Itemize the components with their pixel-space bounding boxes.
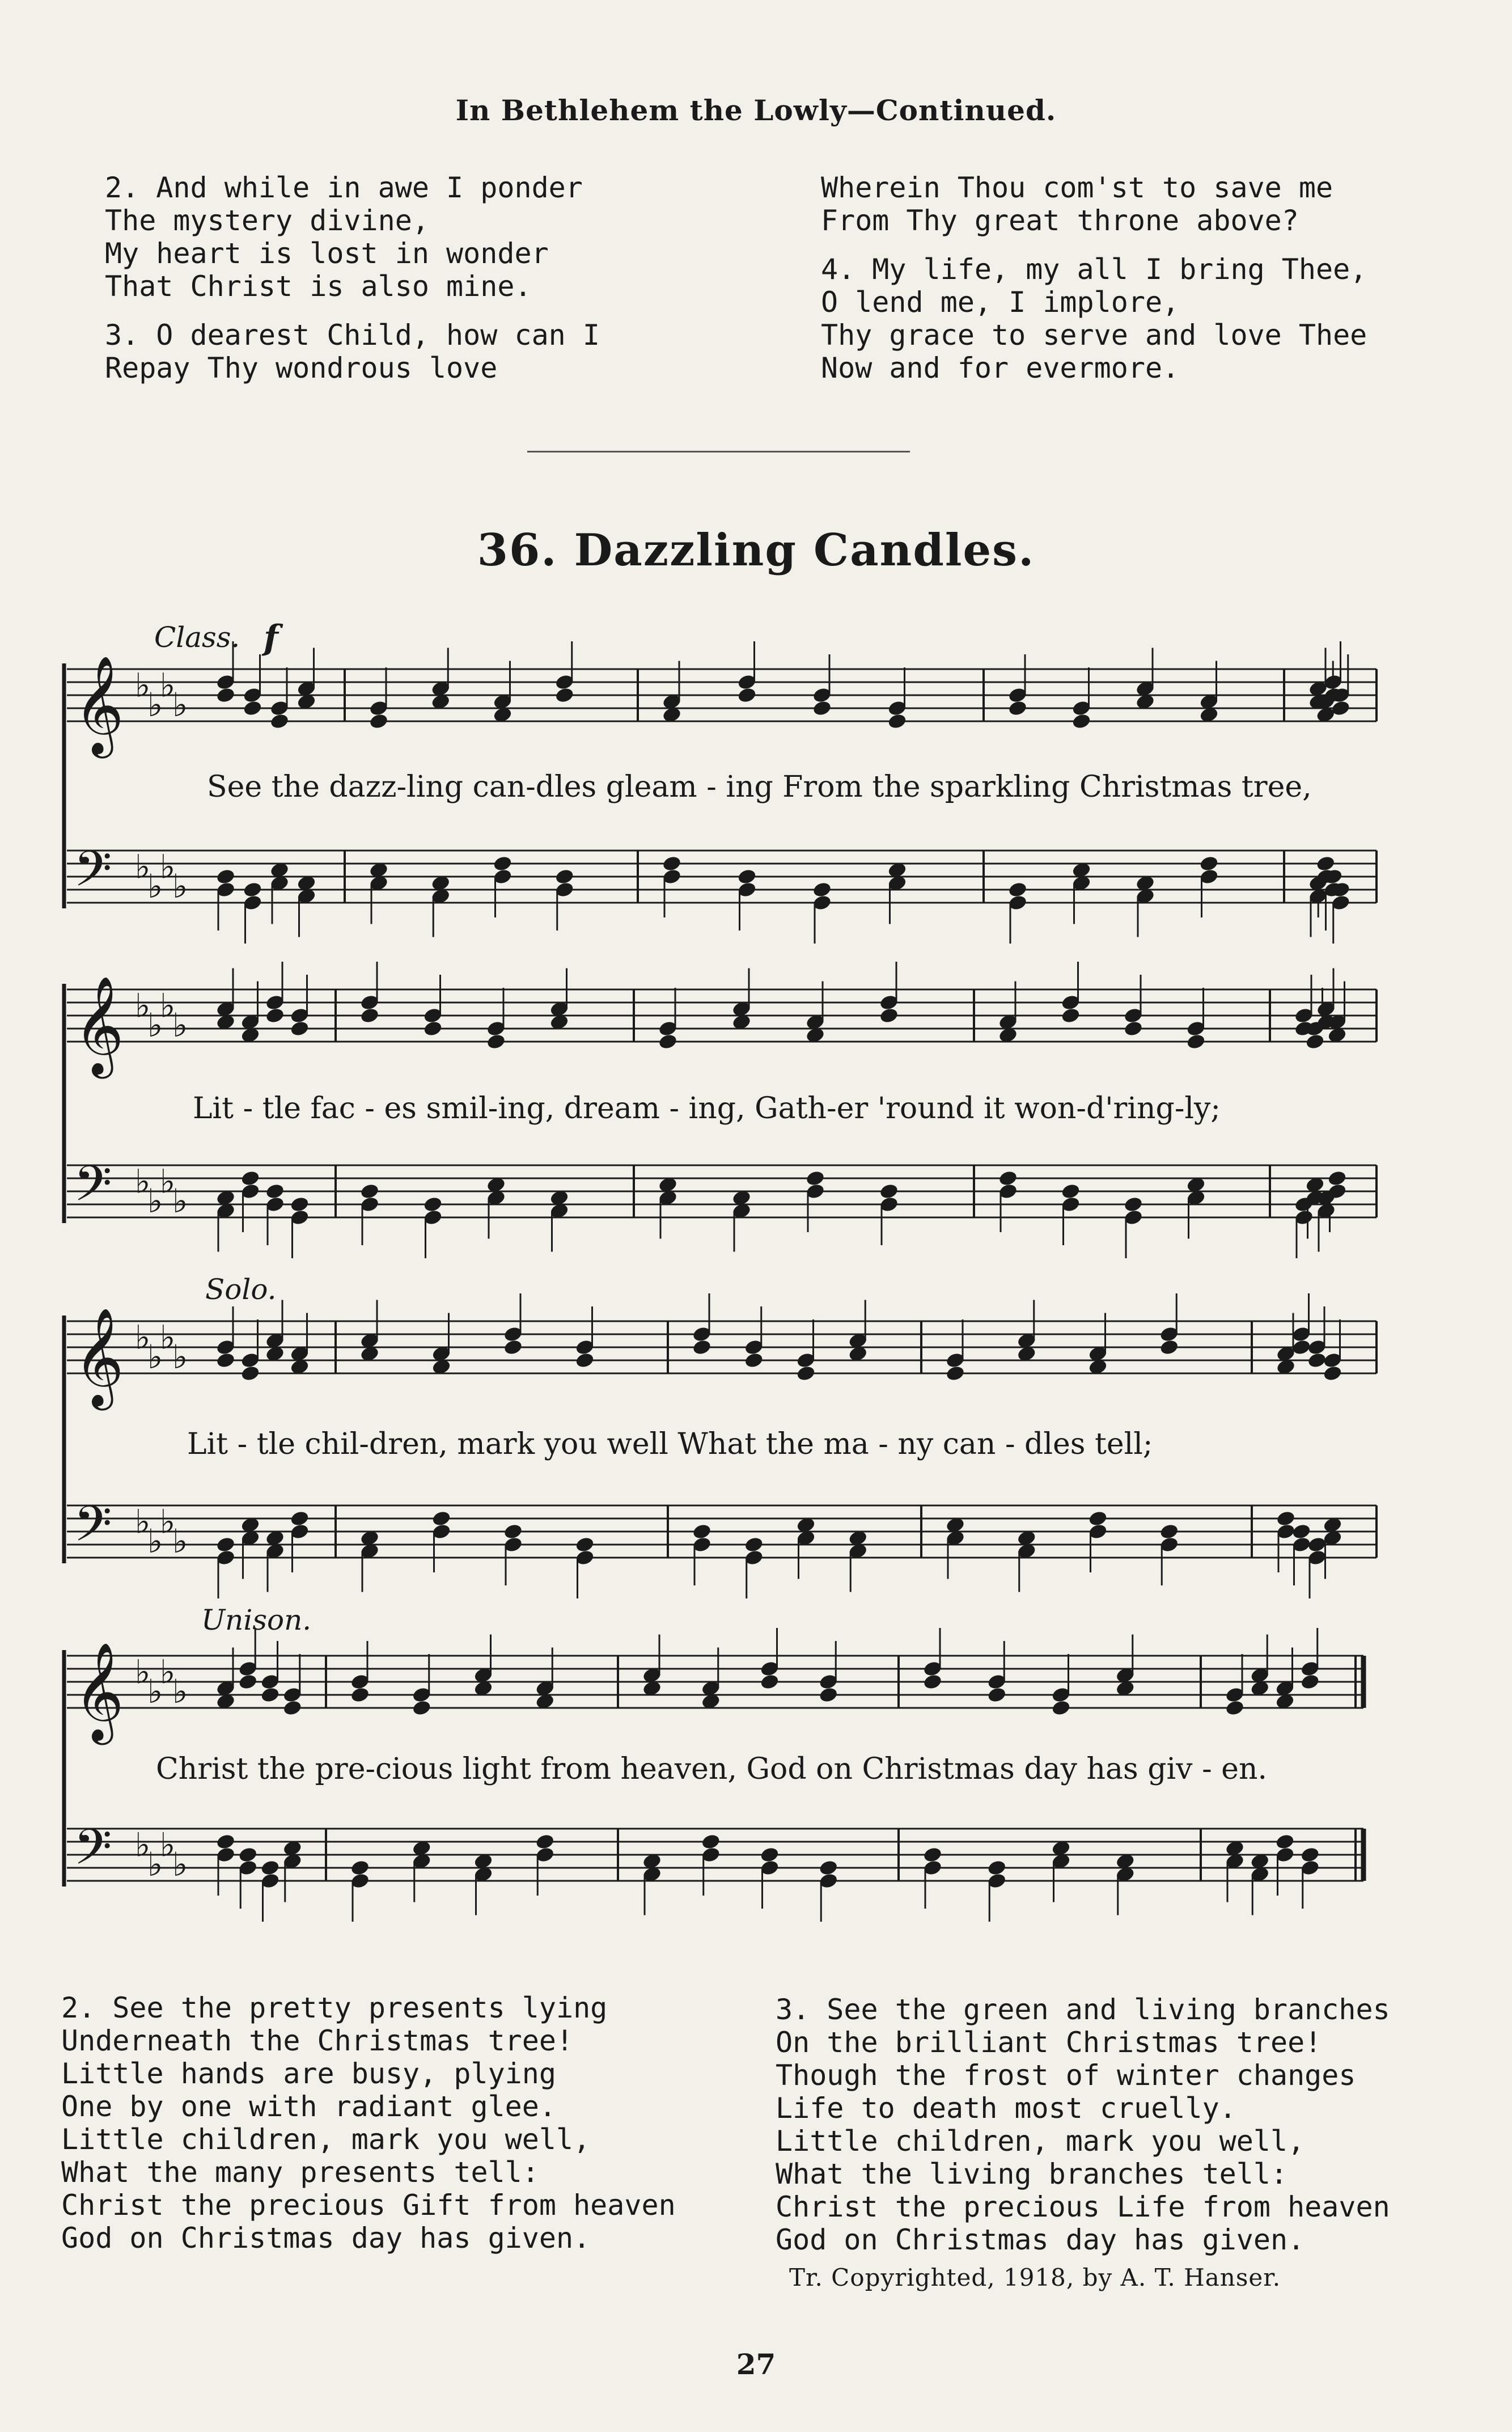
flat-sign: ♭ — [135, 1502, 151, 1541]
verse-line: Christ the precious Gift from heaven — [61, 2189, 676, 2222]
notehead — [215, 1536, 236, 1554]
notehead — [922, 1673, 943, 1691]
notehead — [986, 1859, 1007, 1877]
verse-line: O lend me, I implore, — [821, 286, 1180, 319]
notehead — [887, 713, 908, 730]
notehead — [701, 1833, 721, 1851]
hymn-verse-3 — [776, 1993, 1390, 2256]
notehead — [282, 1699, 303, 1717]
verse-line: Wherein Thou com'st to save me — [821, 171, 1333, 204]
flat-sign: ♭ — [172, 1006, 188, 1044]
notehead — [1007, 881, 1028, 899]
notehead — [554, 687, 575, 704]
direction-solo: Solo. — [205, 1273, 277, 1306]
bass-clef: 𝄢 — [74, 1155, 112, 1224]
notehead — [1305, 1033, 1325, 1051]
notehead — [1291, 1339, 1312, 1356]
flat-sign: ♭ — [135, 1162, 151, 1201]
page-number: 27 — [736, 2348, 776, 2381]
flat-sign: ♭ — [135, 666, 151, 705]
notehead — [1159, 1339, 1179, 1356]
notehead — [1199, 855, 1219, 873]
flat-sign: ♭ — [147, 1845, 163, 1884]
notehead — [359, 1183, 380, 1200]
running-header: In Bethlehem the Lowly—Continued. — [455, 94, 1057, 127]
treble-clef: 𝄞 — [74, 976, 124, 1075]
notehead — [1276, 1510, 1296, 1528]
verse-line: Now and for evermore. — [821, 352, 1180, 384]
notehead — [812, 700, 832, 717]
verse-line: Little children, mark you well, — [61, 2123, 591, 2156]
notehead — [240, 1365, 261, 1382]
notehead — [215, 868, 236, 886]
lyrics-line-1: See the dazz-ling can-dles gleam - ing From the sparkling Christmas tree, — [207, 770, 1312, 804]
notehead — [350, 1859, 370, 1877]
notehead — [215, 687, 236, 704]
notehead — [243, 881, 263, 899]
verse-line: 3. O dearest Child, how can I — [105, 319, 600, 352]
verse-line: Little children, mark you well, — [776, 2125, 1305, 2158]
notehead — [240, 1170, 261, 1187]
direction-unison: Unison. — [201, 1604, 312, 1636]
notehead — [879, 1183, 899, 1200]
notehead — [1315, 855, 1336, 873]
notehead — [1088, 1510, 1108, 1528]
notehead — [423, 1020, 443, 1038]
notehead — [575, 1352, 595, 1369]
flat-sign: ♭ — [172, 1522, 188, 1560]
notehead — [290, 1196, 310, 1213]
bass-clef: 𝄢 — [74, 840, 112, 910]
notehead — [744, 1536, 764, 1554]
verse-line: On the brilliant Christmas tree! — [776, 2026, 1322, 2059]
verse-line: 3. See the green and living branches — [776, 1993, 1390, 2026]
lyrics-line-2: Lit - tle fac - es smil-ing, dream - ing, Gath-er 'round it won-d'ring-ly; — [193, 1092, 1221, 1126]
notehead — [554, 868, 575, 886]
verse-line: God on Christmas day has given. — [61, 2222, 591, 2255]
flat-sign: ♭ — [172, 1338, 188, 1376]
hymn-verse-2 — [61, 1991, 676, 2255]
verse-line: 2. And while in awe I ponder — [105, 171, 583, 204]
notehead — [1186, 1033, 1206, 1051]
flat-sign: ♭ — [160, 1318, 176, 1357]
bass-clef: 𝄢 — [74, 1818, 112, 1888]
flat-sign: ♭ — [135, 1318, 151, 1357]
notehead — [818, 1686, 838, 1704]
hymn-title: 36. Dazzling Candles. — [477, 525, 1035, 576]
notehead — [818, 1859, 838, 1877]
notehead — [260, 1859, 281, 1877]
verse-line: 2. See the pretty presents lying — [61, 1991, 608, 2024]
notehead — [744, 1352, 764, 1369]
notehead — [290, 1020, 310, 1038]
notehead — [369, 713, 389, 730]
notehead — [1051, 1699, 1071, 1717]
lyrics-line-3: Lit - tle chil-dren, mark you well What the ma - ny can - dles tell; — [187, 1427, 1153, 1461]
verse-line: What the many presents tell: — [61, 2156, 539, 2189]
flat-sign: ♭ — [160, 1502, 176, 1541]
notehead — [812, 881, 832, 899]
verse-line: Thy grace to serve and love Thee — [821, 319, 1367, 352]
notehead — [1159, 1523, 1179, 1541]
flat-sign: ♭ — [172, 1182, 188, 1220]
flat-sign: ♭ — [147, 1522, 163, 1560]
flat-sign: ♭ — [147, 1672, 163, 1711]
flat-sign: ♭ — [147, 686, 163, 724]
verse-line: God on Christmas day has given. — [776, 2223, 1305, 2256]
notehead — [737, 687, 757, 704]
notehead — [1225, 1699, 1245, 1717]
flat-sign: ♭ — [160, 847, 176, 886]
verse-line: My heart is lost in wonder — [105, 237, 549, 270]
notehead — [431, 1510, 452, 1528]
notehead — [692, 1523, 712, 1541]
flat-sign: ♭ — [160, 1652, 176, 1691]
verse-line: 4. My life, my all I bring Thee, — [821, 253, 1367, 286]
notehead — [1007, 700, 1028, 717]
notehead — [805, 1170, 825, 1187]
bass-clef: 𝄢 — [74, 1495, 112, 1564]
notehead — [945, 1365, 965, 1382]
notehead — [423, 1196, 443, 1213]
notehead — [215, 1352, 236, 1369]
notehead — [998, 1170, 1018, 1187]
notehead — [503, 1339, 523, 1356]
notehead — [760, 1673, 780, 1691]
notehead — [760, 1846, 780, 1864]
flat-sign: ♭ — [160, 1825, 176, 1864]
notehead — [238, 1846, 258, 1864]
notehead — [1061, 1007, 1081, 1025]
notehead — [1327, 1170, 1348, 1187]
verse-line: That Christ is also mine. — [105, 270, 532, 303]
flat-sign: ♭ — [147, 1182, 163, 1220]
notehead — [1275, 1833, 1295, 1851]
notehead — [1323, 1365, 1343, 1382]
flat-sign: ♭ — [172, 686, 188, 724]
lyrics-line-4: Christ the pre-cious light from heaven, God on Christmas day has giv - en. — [156, 1752, 1267, 1786]
verse-line: Life to death most cruelly. — [776, 2092, 1236, 2125]
flat-sign: ♭ — [147, 1006, 163, 1044]
direction-class: Class. — [154, 621, 240, 654]
treble-clef: 𝄞 — [74, 655, 124, 754]
flat-sign: ♭ — [172, 867, 188, 906]
notehead — [796, 1365, 816, 1382]
notehead — [1300, 1846, 1320, 1864]
notehead — [1300, 1673, 1320, 1691]
treble-clef: 𝄞 — [74, 1308, 124, 1406]
verse-line: From Thy great throne above? — [821, 204, 1299, 237]
notehead — [215, 1833, 236, 1851]
notehead — [412, 1699, 432, 1717]
verse-line: Repay Thy wondrous love — [105, 352, 498, 384]
flat-sign: ♭ — [135, 847, 151, 886]
notehead — [359, 1007, 380, 1025]
notehead — [1061, 1183, 1081, 1200]
flat-sign: ♭ — [147, 1338, 163, 1376]
flat-sign: ♭ — [172, 1672, 188, 1711]
verse-line: Though the frost of winter changes — [776, 2059, 1356, 2092]
notehead — [243, 700, 263, 717]
notehead — [986, 1686, 1007, 1704]
notehead — [503, 1523, 523, 1541]
flat-sign: ♭ — [135, 1825, 151, 1864]
notehead — [350, 1686, 370, 1704]
notehead — [1123, 1196, 1143, 1213]
copyright-notice: Tr. Copyrighted, 1918, by A. T. Hanser. — [789, 2264, 1281, 2291]
notehead — [1307, 1536, 1327, 1554]
verse-line: Underneath the Christmas tree! — [61, 2024, 574, 2057]
notehead — [1123, 1020, 1143, 1038]
verse-line: What the living branches tell: — [776, 2158, 1288, 2190]
dynamic-forte: f — [264, 618, 278, 658]
notehead — [1071, 713, 1092, 730]
notehead — [486, 1033, 506, 1051]
flat-sign: ♭ — [147, 867, 163, 906]
notehead — [290, 1510, 310, 1528]
notehead — [265, 1007, 285, 1025]
notehead — [493, 855, 513, 873]
notehead — [575, 1536, 595, 1554]
notehead — [1307, 1352, 1327, 1369]
notehead — [265, 1183, 285, 1200]
verse-line: The mystery divine, — [105, 204, 429, 237]
notehead — [879, 1007, 899, 1025]
notehead — [658, 1033, 678, 1051]
flat-sign: ♭ — [160, 666, 176, 705]
notehead — [662, 855, 682, 873]
notehead — [922, 1846, 943, 1864]
notehead — [238, 1673, 258, 1691]
flat-sign: ♭ — [135, 986, 151, 1025]
verse-line: One by one with radiant glee. — [61, 2090, 556, 2123]
notehead — [737, 868, 757, 886]
flat-sign: ♭ — [160, 986, 176, 1025]
notehead — [535, 1833, 555, 1851]
flat-sign: ♭ — [172, 1845, 188, 1884]
notehead — [692, 1339, 712, 1356]
flat-sign: ♭ — [135, 1652, 151, 1691]
flat-sign: ♭ — [160, 1162, 176, 1201]
verse-line: Christ the precious Life from heaven — [776, 2190, 1390, 2223]
notehead — [260, 1686, 281, 1704]
notehead — [1291, 1523, 1312, 1541]
verse-line: Little hands are busy, plying — [61, 2057, 556, 2090]
treble-clef: 𝄞 — [74, 1642, 124, 1741]
notehead — [269, 713, 290, 730]
